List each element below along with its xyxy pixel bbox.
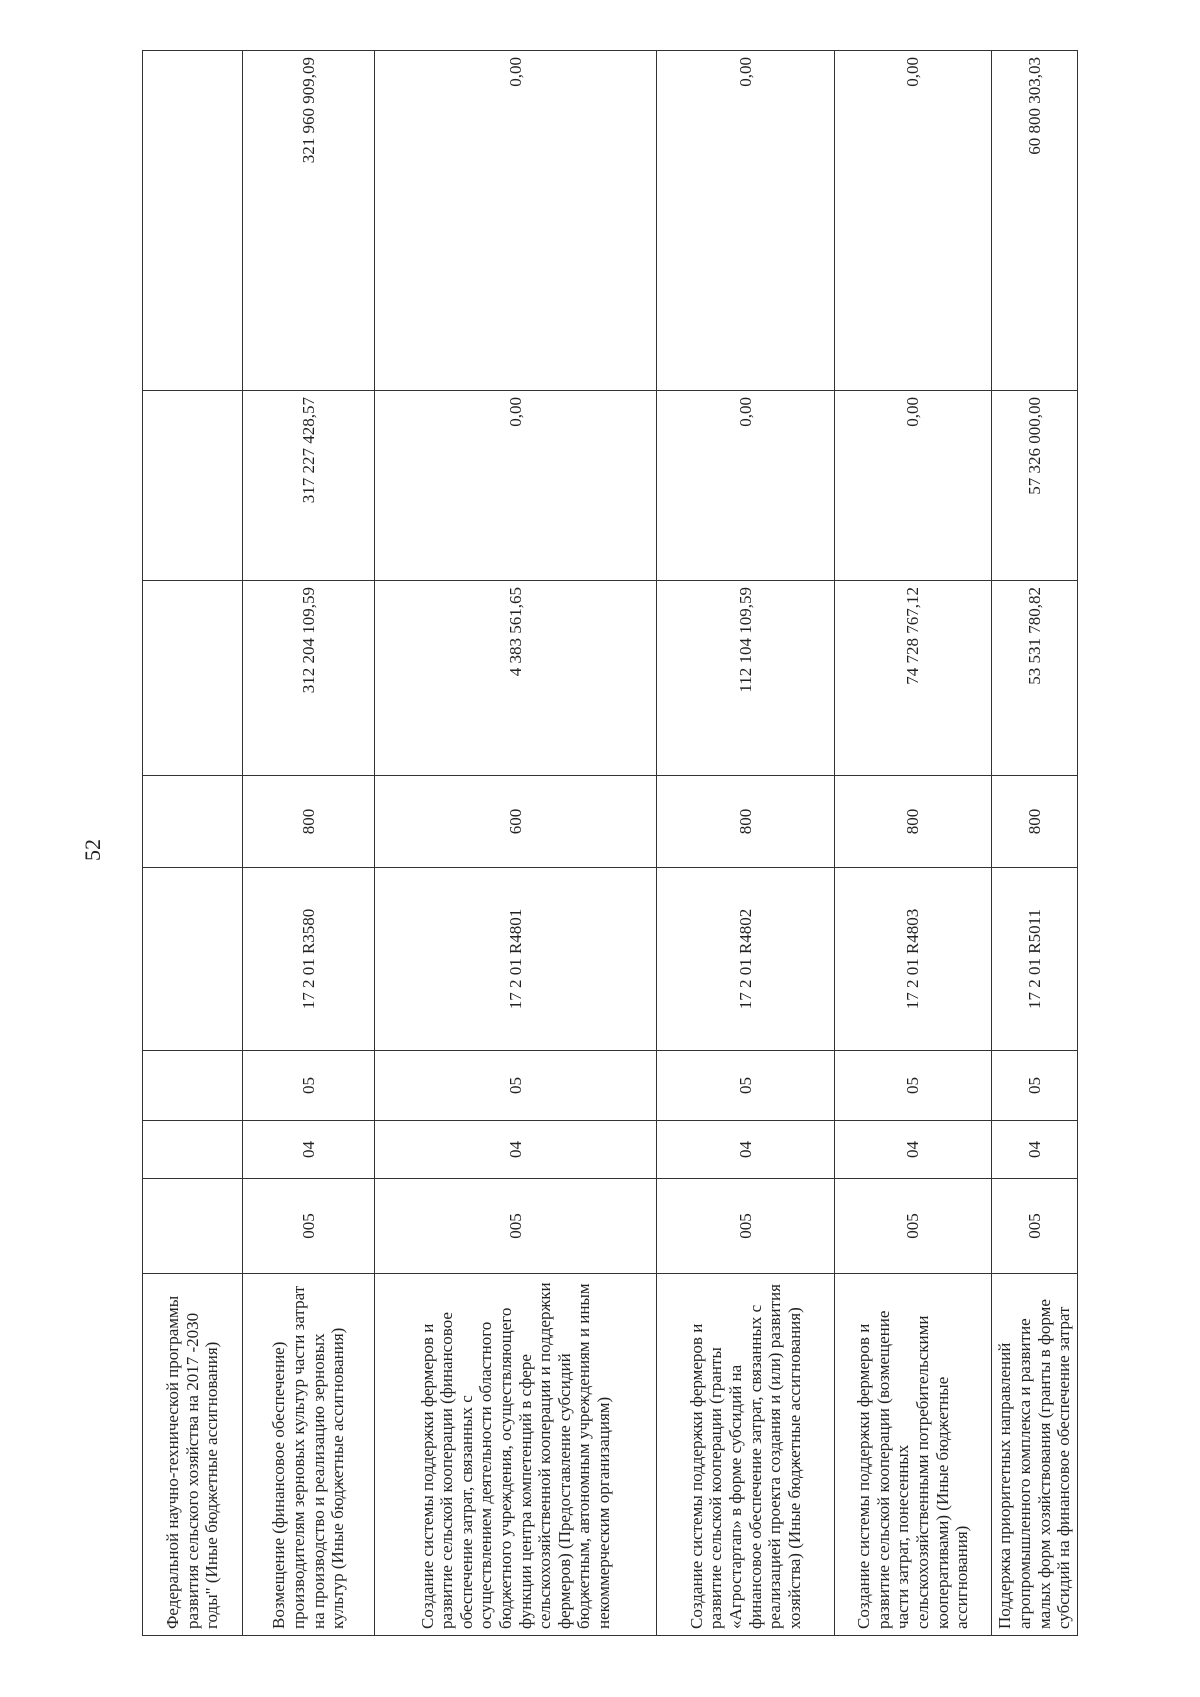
sum-year-2: 0,00 — [657, 391, 835, 581]
page-number: 52 — [80, 839, 105, 861]
table-row — [143, 51, 243, 1636]
sum-year-2: 57 326 000,00 — [992, 391, 1078, 581]
section-code: 04 — [835, 1121, 992, 1179]
sum-year-1: 4 383 561,65 — [375, 581, 657, 776]
table-row — [835, 51, 992, 1636]
subsection-code: 05 — [243, 1051, 375, 1121]
subsection-code: 05 — [375, 1051, 657, 1121]
subsection-code: 05 — [992, 1051, 1078, 1121]
section-code — [143, 1121, 243, 1179]
table-row — [375, 51, 657, 1636]
row-description: Поддержка приоритетных направлений агропромышленного комплекса и развитие малых форм хозяйствования (гранты в форме субсидий на финансовое обеспечение затрат — [992, 1274, 1078, 1636]
expense-type-code — [143, 776, 243, 868]
target-article-code: 17 2 01 R5011 — [992, 868, 1078, 1051]
expense-type-code: 800 — [657, 776, 835, 868]
sum-year-3: 0,00 — [835, 51, 992, 391]
expense-type-code: 800 — [835, 776, 992, 868]
row-description: Создание системы поддержки фермеров и развитие сельской кооперации (гранты «Агростартап» в форме субсидий на финансовое обеспечение затрат, связанных с реализацией проекта создания и (или) развития хозяйства) (Иные бюджетные ассигнования) — [657, 1274, 835, 1636]
sum-year-3: 321 960 909,09 — [243, 51, 375, 391]
section-code: 04 — [657, 1121, 835, 1179]
section-code: 04 — [243, 1121, 375, 1179]
row-description: Федеральной научно-технической программы развития сельского хозяйства на 2017 -2030 годы" (Иные бюджетные ассигнования) — [143, 1274, 243, 1636]
table-row — [243, 51, 375, 1636]
table-row — [657, 51, 835, 1636]
ministry-code: 005 — [375, 1179, 657, 1274]
row-description: Создание системы поддержки фермеров и развитие сельской кооперации (возмещение части затрат, понесенных сельскохозяйственными потребительскими кооперативами) (Иные бюджетные ассигнования) — [835, 1274, 992, 1636]
expense-type-code: 800 — [243, 776, 375, 868]
ministry-code: 005 — [992, 1179, 1078, 1274]
table-row — [992, 51, 1078, 1636]
target-article-code: 17 2 01 R3580 — [243, 868, 375, 1051]
sum-year-2 — [143, 391, 243, 581]
sum-year-2: 0,00 — [835, 391, 992, 581]
ministry-code — [143, 1179, 243, 1274]
sum-year-1: 53 531 780,82 — [992, 581, 1078, 776]
ministry-code: 005 — [657, 1179, 835, 1274]
sum-year-3: 60 800 303,03 — [992, 51, 1078, 391]
expense-type-code: 600 — [375, 776, 657, 868]
budget-table-rotated — [142, 51, 1077, 1636]
sum-year-2: 0,00 — [375, 391, 657, 581]
subsection-code — [143, 1051, 243, 1121]
subsection-code: 05 — [835, 1051, 992, 1121]
section-code: 04 — [375, 1121, 657, 1179]
sum-year-1: 112 104 109,59 — [657, 581, 835, 776]
expense-type-code: 800 — [992, 776, 1078, 868]
row-description: Возмещение (финансовое обеспечение) производителям зерновых культур части затрат на производство и реализацию зерновых культур (Иные бюджетные ассигнования) — [243, 1274, 375, 1636]
sum-year-3: 0,00 — [375, 51, 657, 391]
sum-year-3 — [143, 51, 243, 391]
target-article-code: 17 2 01 R4803 — [835, 868, 992, 1051]
sum-year-1: 312 204 109,59 — [243, 581, 375, 776]
ministry-code: 005 — [243, 1179, 375, 1274]
sum-year-3: 0,00 — [657, 51, 835, 391]
subsection-code: 05 — [657, 1051, 835, 1121]
section-code: 04 — [992, 1121, 1078, 1179]
ministry-code: 005 — [835, 1179, 992, 1274]
sum-year-1: 74 728 767,12 — [835, 581, 992, 776]
sum-year-2: 317 227 428,57 — [243, 391, 375, 581]
row-description: Создание системы поддержки фермеров и развитие сельской кооперации (финансовое обеспечение затрат, связанных с осуществлением деятельности областного бюджетного учреждения, осуществляющего функции центра компетенций в сфере сельскохозяйственной кооперации и поддержки фермеров) (Предоставление субсидий бюджетным, автономным учреждениям и иным некоммерческим организациям) — [375, 1274, 657, 1636]
target-article-code — [143, 868, 243, 1051]
target-article-code: 17 2 01 R4802 — [657, 868, 835, 1051]
target-article-code: 17 2 01 R4801 — [375, 868, 657, 1051]
budget-table — [142, 50, 1078, 1636]
sum-year-1 — [143, 581, 243, 776]
